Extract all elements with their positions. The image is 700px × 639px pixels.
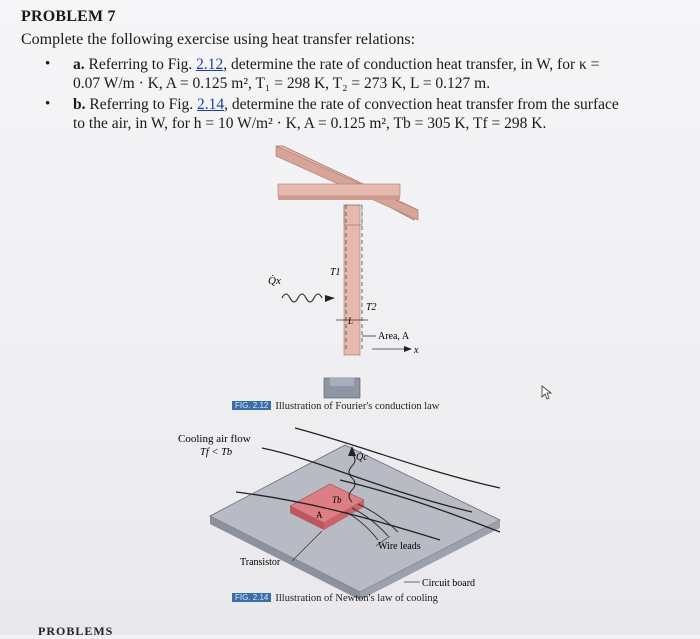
heat-wave-arrow [282,294,322,302]
bullet-icon: • [45,96,51,112]
part-a-label: a. [73,56,85,73]
foundation-top [330,378,354,386]
figure-badge: FIG. 2.12 [232,401,271,410]
circuit-board-top [210,445,500,592]
ceiling-joist [278,184,400,196]
x-label: x [414,345,419,356]
part-b-label: b. [73,96,86,113]
figure-conduction-caption [232,401,439,412]
part-a-fig-link[interactable]: 2.12 [196,56,224,73]
part-b-fig-link[interactable]: 2.14 [197,96,225,113]
part-a-line2: 0.07 W/m · K, A = 0.125 m², T₁ = 298 K, T₂ = 273 K, L = 0.127 m. [73,75,491,92]
problem-intro: Complete the following exercise using heat transfer relations: [21,31,416,48]
part-a-line1-rest: , determine the rate of conduction heat transfer, in W, for κ = [223,56,600,73]
wire-leads-label: Wire leads [378,541,421,552]
caption-text: Illustration of Newton's law of cooling [275,593,438,604]
part-a-pre: Referring to Fig. [88,56,193,73]
t2-label: T2 [366,302,377,313]
l-label: L [348,316,354,326]
qx-label: Q̇x [268,275,281,287]
next-problem-heading: PROBLEMS [38,624,114,638]
cooling-air-label: Cooling air flow [178,433,251,445]
transistor-label: Transistor [240,557,281,568]
part-b-line2: to the air, in W, for h = 10 W/m² · K, A = 0.125 m², Tb = 305 K, Tf = 298 K. [73,115,547,132]
figure-badge: FIG. 2.14 [232,593,271,602]
caption-text: Illustration of Fourier's conduction law [275,401,440,412]
problem-heading: PROBLEM 7 [21,8,116,25]
heat-arrow-head [325,295,335,302]
tf-lt-tb-label: Tf < Tb [200,447,233,458]
tb-label: Tb [332,495,342,505]
ceiling-joist-edge [278,196,400,200]
x-arrow-head [404,346,412,352]
part-b-pre: Referring to Fig. [89,96,194,113]
a-label: A [316,510,323,520]
area-label: Area, A [378,331,410,342]
circuit-board-label: Circuit board [422,578,476,589]
bullet-icon: • [45,56,51,72]
part-b-line1-rest: , determine the rate of convection heat transfer from the surface [224,96,619,113]
figure-convection-caption [232,593,438,604]
t1-label: T1 [330,267,341,278]
mouse-pointer-icon [541,385,553,406]
qc-label: Q̇c [356,452,368,463]
